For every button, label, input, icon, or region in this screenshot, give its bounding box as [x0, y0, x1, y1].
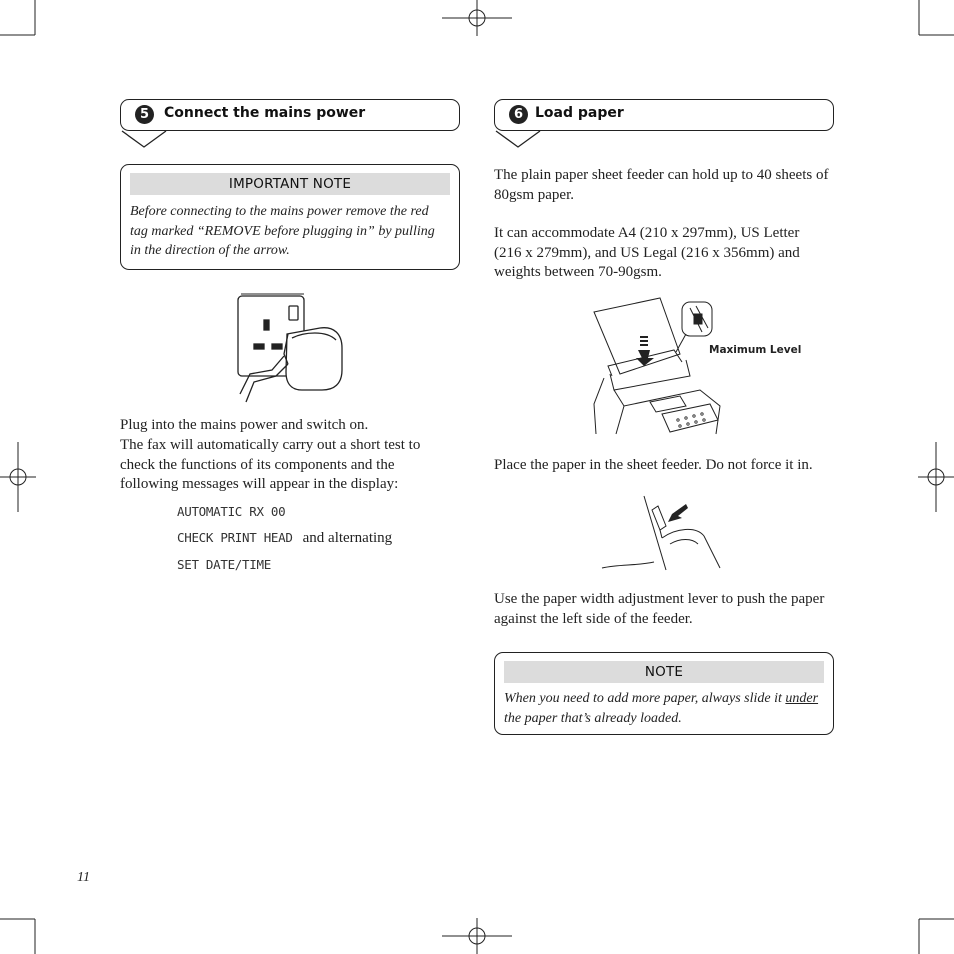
important-note-title: IMPORTANT NOTE: [130, 173, 450, 195]
section-title: Connect the mains power: [164, 105, 366, 121]
note-title: NOTE: [504, 661, 824, 683]
fax-paper-feeder-illustration: [590, 294, 730, 436]
note-text-part-2: the paper that’s already loaded.: [504, 710, 682, 726]
section-6-header: [494, 99, 834, 131]
width-lever-illustration: [600, 492, 726, 572]
section-5-paragraph-2: The fax will automatically carry out a short test to check the functions of its components and the following messages will appear in the display:: [120, 437, 421, 492]
note-text: [504, 689, 824, 728]
step-number-badge: 6: [509, 105, 528, 124]
section-6-paragraph-4: Use the paper width adjustment lever to push the paper against the left side of the feeder.: [494, 591, 825, 627]
display-message-2-row: [177, 529, 392, 547]
alternating-label: and alternating: [302, 530, 393, 546]
note-box: [494, 652, 834, 735]
section-6-paragraph-2: It can accommodate A4 (210 x 297mm), US Letter (216 x 279mm), and US Legal (216 x 356mm) and weights between 70-90gsm.: [494, 225, 800, 280]
section-title: Load paper: [535, 105, 624, 121]
important-note-text: Before connecting to the mains power remove the red tag marked “REMOVE before plugging in” by pulling in the direction of the arrow.: [130, 204, 435, 258]
display-message-1: AUTOMATIC RX 00: [177, 504, 286, 519]
section-5-paragraph-1: Plug into the mains power and switch on.: [120, 417, 369, 433]
note-text-part-1: When you need to add more paper, always slide it: [504, 691, 786, 706]
maximum-level-label: Maximum Level: [709, 344, 802, 356]
section-6-paragraph-1: The plain paper sheet feeder can hold up to 40 sheets of 80gsm paper.: [494, 167, 829, 203]
plug-socket-illustration: [232, 290, 348, 408]
important-note-box: [120, 164, 460, 270]
step-number-badge: 5: [135, 105, 154, 124]
section-6-paragraph-3: Place the paper in the sheet feeder. Do not force it in.: [494, 457, 813, 473]
note-text-underlined: under: [785, 691, 819, 706]
display-message-2: CHECK PRINT HEAD: [177, 530, 293, 545]
page-number: 11: [77, 870, 90, 885]
section-5-header: [120, 99, 460, 131]
display-message-3: SET DATE/TIME: [177, 557, 271, 572]
